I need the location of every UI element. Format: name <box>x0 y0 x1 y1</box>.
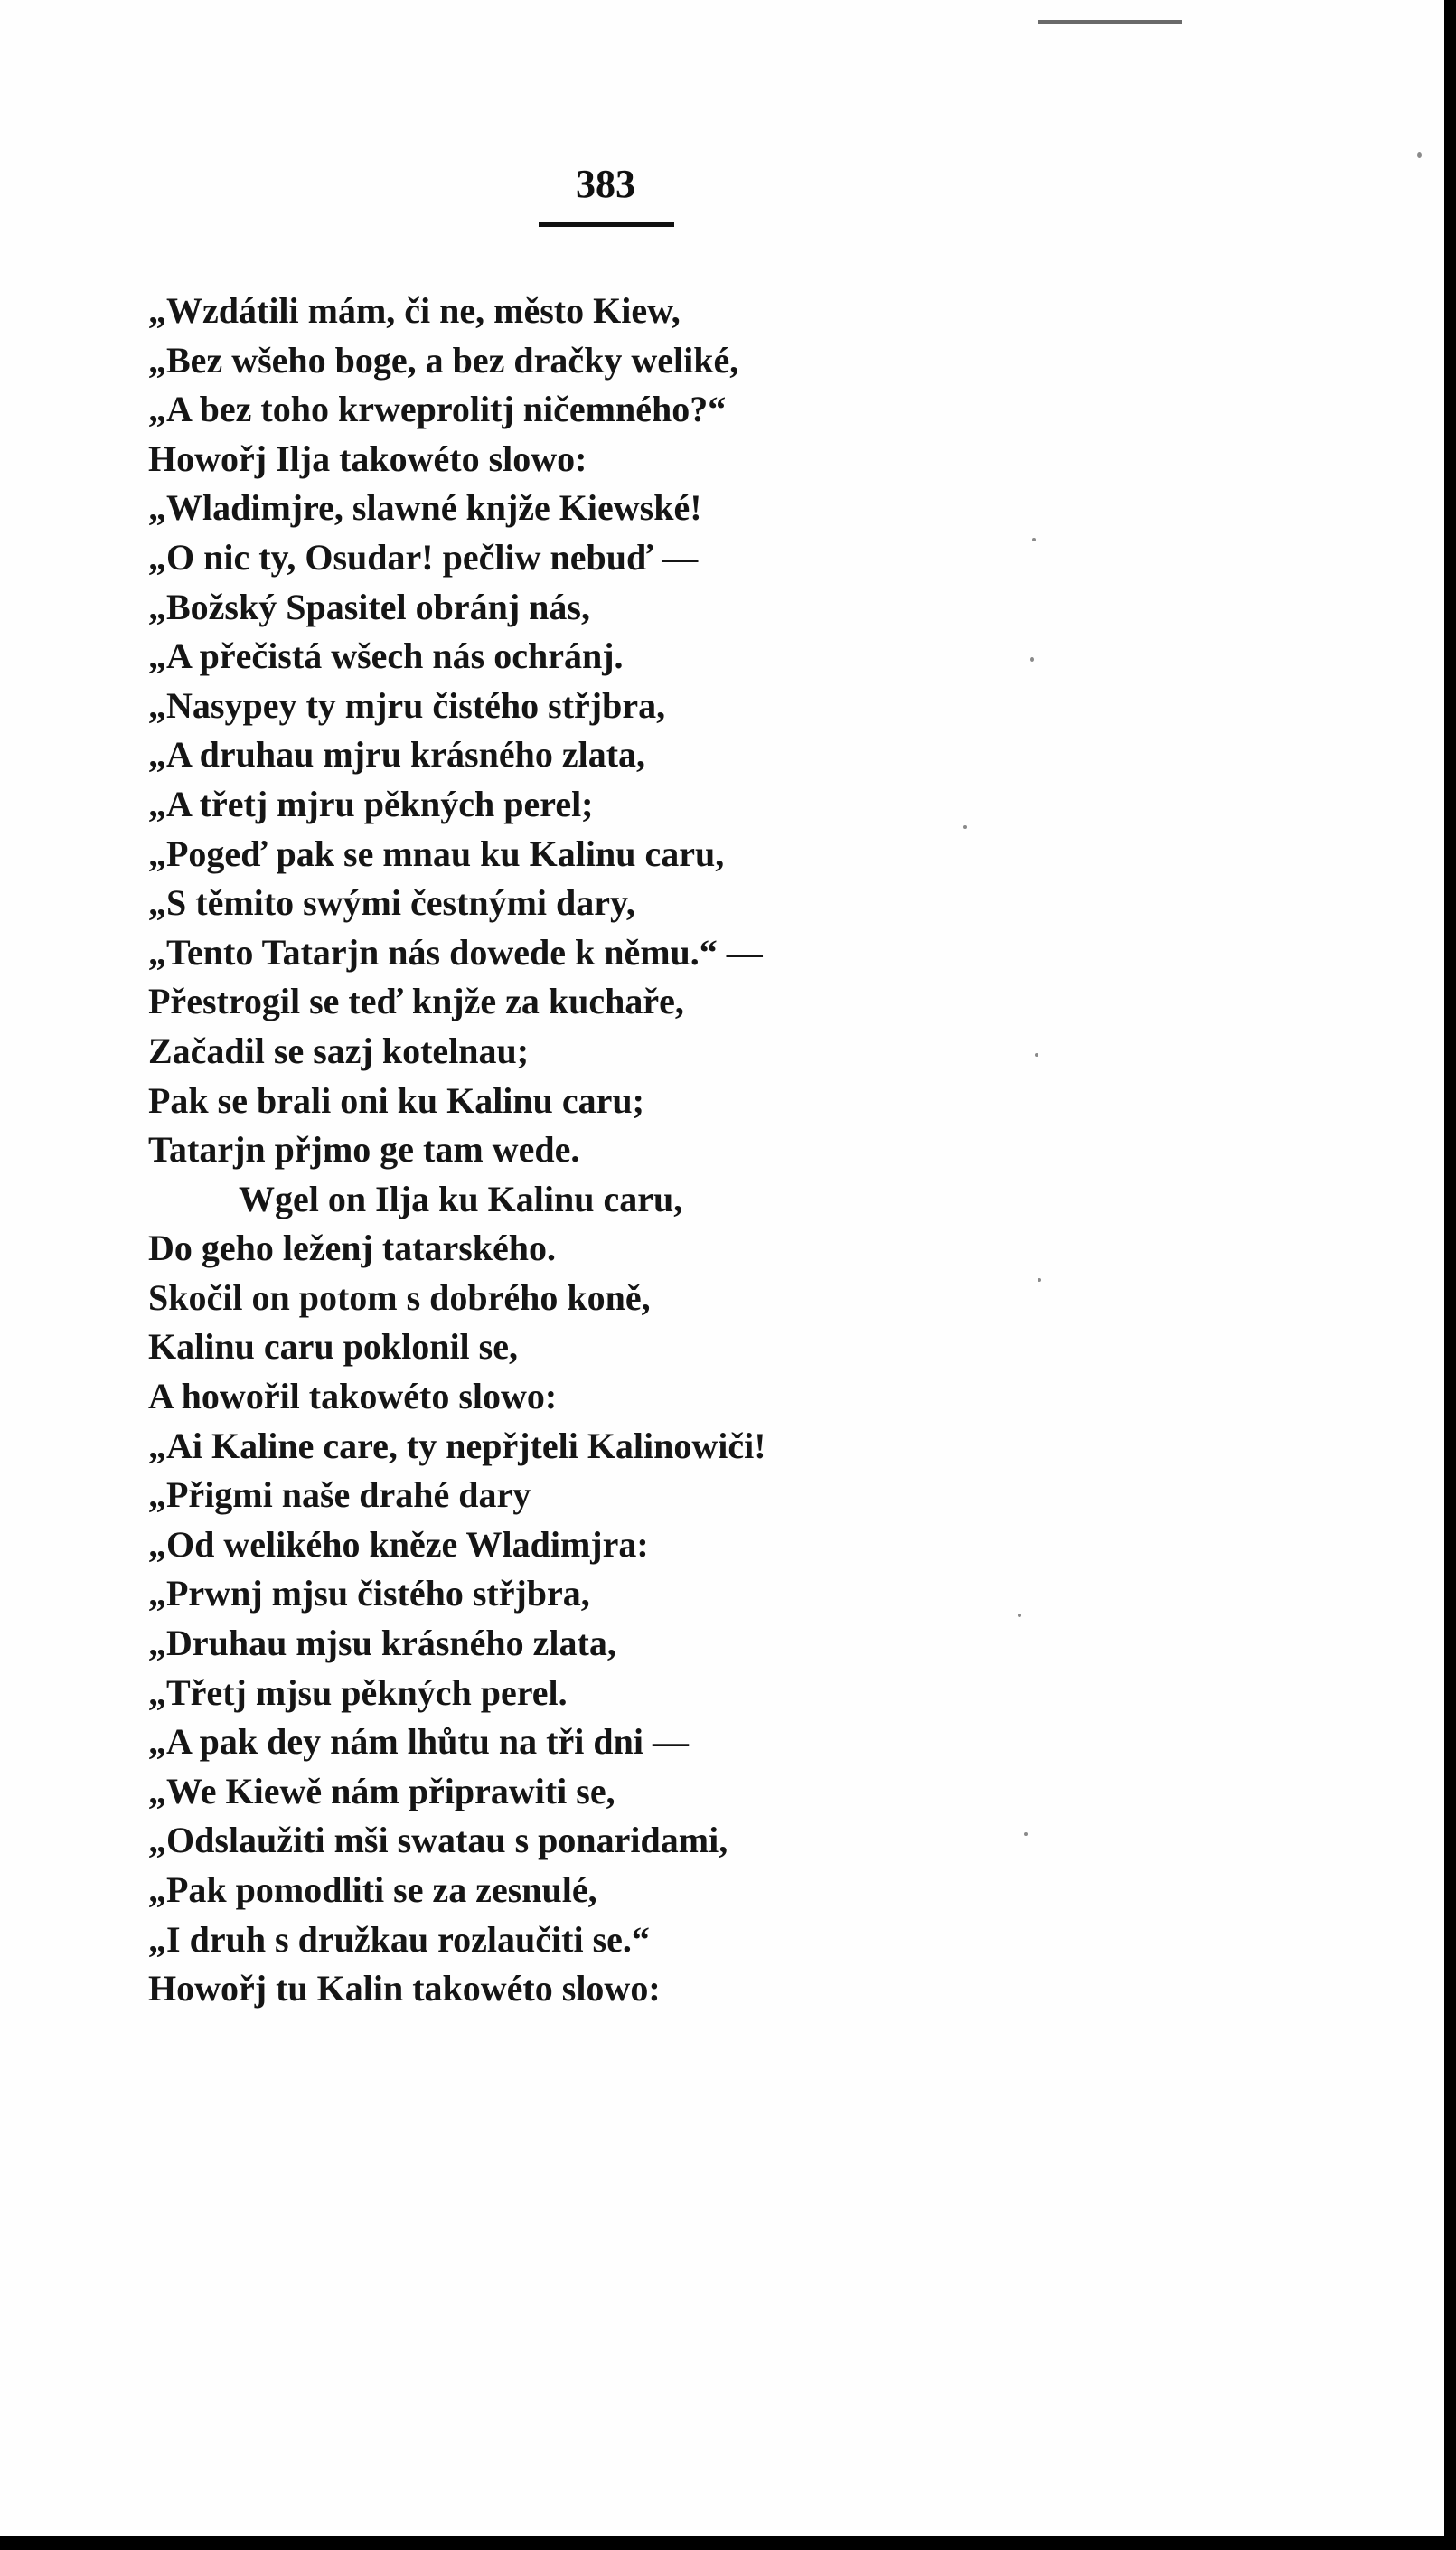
poem-line: „Pogeď pak se mnau ku Kalinu caru, <box>148 833 725 874</box>
poem-line: „Tento Tatarjn nás dowede k němu.“ — <box>148 931 763 973</box>
poem-line: „Druhau mjsu krásného zlata, <box>148 1623 616 1664</box>
poem-line: Howořj Ilja takowéto slowo: <box>148 438 587 479</box>
poem-line: Howořj tu Kalin takowéto slowo: <box>148 1968 661 2009</box>
poem-line: „S těmito swými čestnými dary, <box>148 882 635 924</box>
scan-speck <box>1035 1053 1038 1057</box>
poem-line: Přestrogil se teď knjže za kuchaře, <box>148 981 684 1022</box>
poem-line: „A třetj mjru pěkných perel; <box>148 783 594 824</box>
poem-line: „A pak dey nám lhůtu na tři dni — <box>148 1721 689 1763</box>
scan-mark <box>1038 20 1182 24</box>
poem-line: „Bez wšeho boge, a bez dračky weliké, <box>148 339 739 381</box>
poem-line-indented: Wgel on Ilja ku Kalinu caru, <box>239 1178 683 1219</box>
poem-line: „Pak pomodliti se za zesnulé, <box>148 1869 597 1910</box>
page-number-rule <box>539 222 674 227</box>
scan-speck <box>1018 1614 1021 1617</box>
poem-line: Kalinu caru poklonil se, <box>148 1326 518 1368</box>
poem-line: „Odslaužiti mši swatau s ponaridami, <box>148 1820 728 1861</box>
poem-line: Začadil se sazj kotelnau; <box>148 1030 530 1071</box>
scan-speck <box>1030 657 1034 662</box>
poem-line: A howořil takowéto slowo: <box>148 1376 558 1417</box>
scan-speck <box>1417 152 1422 158</box>
poem-line: Pak se brali oni ku Kalinu caru; <box>148 1079 644 1121</box>
poem-line: „O nic ty, Osudar! pečliw nebuď — <box>148 536 699 578</box>
scan-speck <box>1038 1278 1041 1282</box>
poem-line: „Od welikého kněze Wladimjra: <box>148 1523 649 1565</box>
poem-line: „A bez toho krweprolitj ničemného?“ <box>148 389 727 430</box>
page-number: 383 <box>576 162 635 206</box>
poem-line: „Ai Kaline care, ty nepřjteli Kalinowiči! <box>148 1425 766 1466</box>
poem-line: „A druhau mjru krásného zlata, <box>148 734 646 776</box>
poem-line: „Božský Spasitel obránj nás, <box>148 586 590 627</box>
poem-line: „A přečistá wšech nás ochránj. <box>148 635 624 677</box>
poem-line: Do geho leženj tatarského. <box>148 1228 557 1269</box>
poem-line: „Wladimjre, slawné knjže Kiewské! <box>148 487 702 529</box>
scan-speck <box>963 825 967 829</box>
poem-text <box>148 287 1314 2014</box>
poem-line: „Třetj mjsu pěkných perel. <box>148 1671 568 1713</box>
poem-line: Skočil on potom s dobrého koně, <box>148 1276 651 1318</box>
poem-line: „Wzdátili mám, či ne, město Kiew, <box>148 290 681 331</box>
poem-line: Tatarjn přjmo ge tam wede. <box>148 1129 580 1171</box>
poem-line: „I druh s družkau rozlaučiti se.“ <box>148 1918 650 1960</box>
poem-line: „Prwnj mjsu čistého střjbra, <box>148 1573 590 1614</box>
scan-speck <box>1024 1832 1028 1836</box>
scan-speck <box>1032 538 1036 541</box>
poem-line: „Nasypey ty mjru čistého střjbra, <box>148 684 666 726</box>
poem-line: „Přigmi naše drahé dary <box>148 1474 531 1516</box>
poem-line: „We Kiewě nám připrawiti se, <box>148 1770 615 1811</box>
